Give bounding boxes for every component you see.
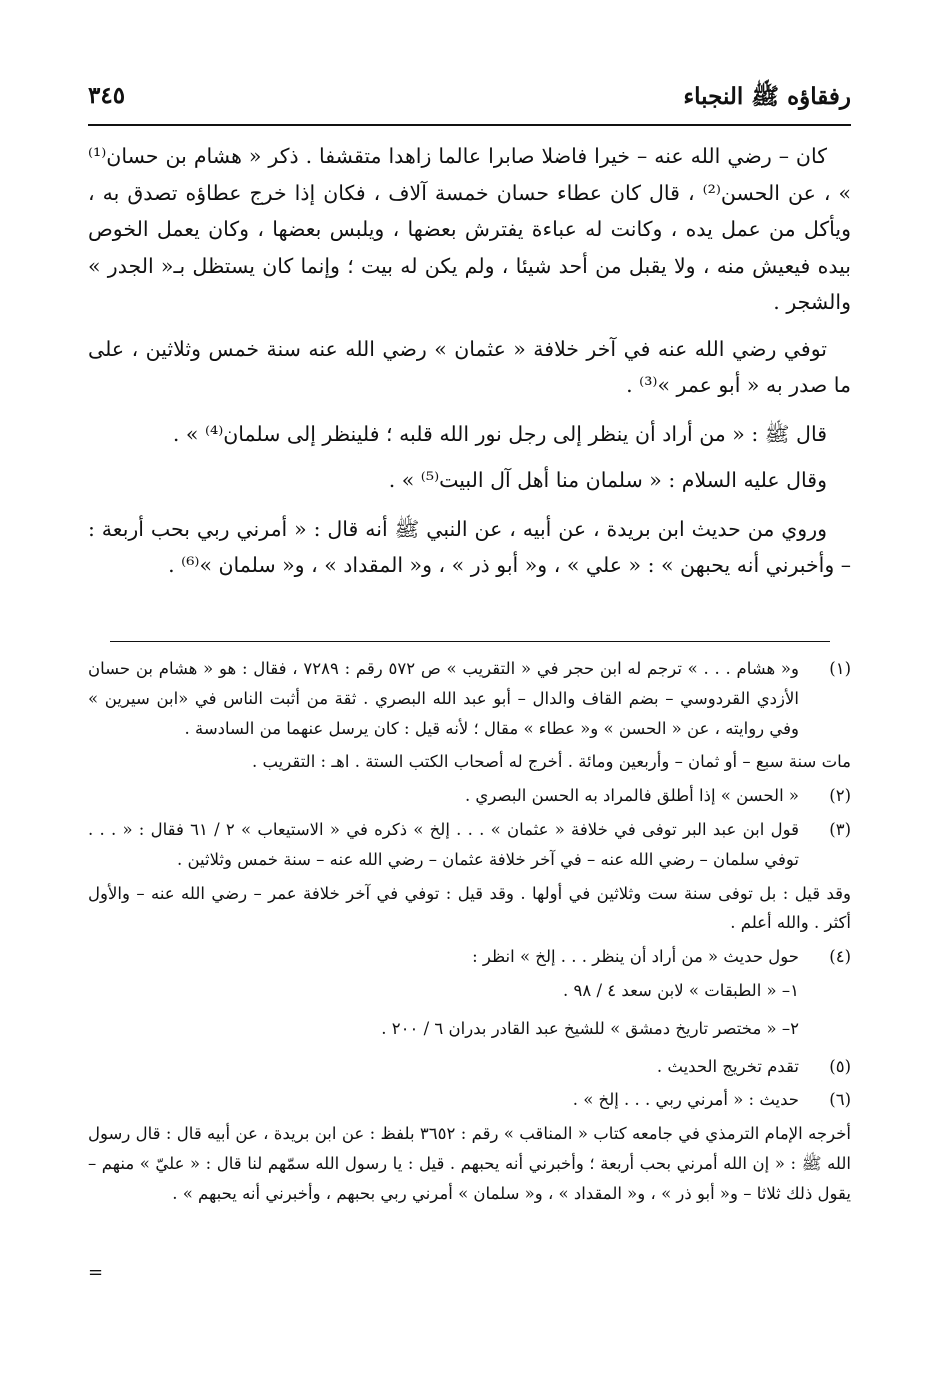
footnote-6 xyxy=(88,1085,851,1115)
footnote-number: (٥) xyxy=(829,1056,851,1076)
footnote-text: حول حديث « من أراد أن ينظر . . . إلخ » انظر : xyxy=(472,947,799,967)
footnote-number: (١) xyxy=(829,659,851,678)
paragraph-3: قال ﷺ : « من أراد أن ينظر إلى رجل نور الله قلبه ؛ فلينظر إلى سلمان⁽⁴⁾ » . xyxy=(172,421,827,446)
header-title: رفقاؤه ﷺ النجباء xyxy=(683,83,851,110)
footnote-4 xyxy=(88,942,851,972)
footnote-number: (٣) xyxy=(829,819,851,839)
paragraph-1: كان – رضي الله عنه – خيرا فاضلا صابرا عالما زاهدا متقشفا . ذكر « هشام بن حسان⁽¹⁾ » ، عن الحسن⁽²⁾ ، قال كان عطاء حسان خمسة آلاف ، فكان إذا خرج عطاؤه تصدق به ، ويأكل من عمل يده ، وكانت له عباءة يفترش بعضها ، ويلبس بعضها ، وكان يعمل الخوص بيده فيعيش منه ، ولا يقبل من أحد شيئا ، ولم يكن له بيت ؛ وإنما كان يستظل بـ« الجدر » والشجر . xyxy=(88,144,851,314)
footnote-6-continued: أخرجه الإمام الترمذي في جامعه كتاب « المناقب » رقم : ٣٦٥٢ بلفظ : عن ابن بريدة ، عن أبيه قال : قال رسول الله ﷺ : « إن الله أمرني بحب أربعة ؛ وأخبرني أنه يحبهم . قيل : يا رسول الله سمّهم لنا قال : « عليّ » منهم – يقول ذلك ثلاثا – و« أبو ذر » ، و« المقداد » ، و« سلمان » أمرني ربي بحبهم ، وأخبرني أنه يحبهم » . xyxy=(88,1124,852,1203)
footnote-4-item-2: ٢– « مختصر تاريخ دمشق » للشيخ عبد القادر بدران ٦ / ٢٠٠ . xyxy=(381,1018,799,1038)
running-header xyxy=(88,82,851,112)
footnote-text: قول ابن عبد البر توفى في خلافة « عثمان » . . . إلخ » ذكره في « الاستيعاب » ٢ / ٦١ فقال : « . . . توفي سلمان – رضي الله عنه – في آخر خلافة عثمان – رضي الله عنه – سنة خمس وثلاثين . xyxy=(88,819,799,869)
footnote-1 xyxy=(88,654,851,743)
footnote-number: (٤) xyxy=(829,947,851,967)
footnote-rule xyxy=(110,641,830,642)
footnote-3 xyxy=(88,815,851,875)
continuation-mark: = xyxy=(88,1262,104,1283)
footnote-1-continued: مات سنة سبع – أو ثمان – وأربعين ومائة . أخرج له أصحاب الكتب الستة . اهـ : التقريب . xyxy=(251,752,851,772)
page-number: ٣٤٥ xyxy=(88,82,126,109)
footnote-text: « الحسن » إذا أطلق فالمراد به الحسن البصري . xyxy=(464,786,799,806)
footnote-2 xyxy=(88,781,851,811)
header-rule xyxy=(88,124,851,126)
footnote-5 xyxy=(88,1052,851,1082)
footnote-text: و« هشام . . . » ترجم له ابن حجر في « التقريب » ص ٥٧٢ رقم : ٧٢٨٩ ، فقال : هو « هشام بن حسان الأزدي القردوسي – بضم القاف والدال – أبو عبد الله البصري . ثقة من أثبت الناس في «ابن سيرين » وفي روايته ، عن « الحسن » و« عطاء » مقال ؛ لأنه قيل : كان يرسل عنهما من السادسة . xyxy=(88,659,799,738)
footnote-4-item-1: ١– « الطبقات » لابن سعد ٤ / ٩٨ . xyxy=(563,980,799,1000)
footnotes xyxy=(88,654,851,1213)
footnote-text: حديث : « أمرني ربي . . . إلخ » . xyxy=(572,1090,799,1110)
paragraph-5: وروي من حديث ابن بريدة ، عن أبيه ، عن النبي ﷺ أنه قال : « أمرني ربي بحب أربعة : – وأخبرني أنه يحبهن » : « علي » ، و« أبو ذر » ، و« المقداد » ، و« سلمان »⁽⁶⁾ . xyxy=(88,516,851,577)
footnote-3-continued: وقد قيل : بل توفى سنة ست وثلاثين في أولها . وقد قيل : توفي في آخر خلافة عمر – رضي الله عنه – والأول أكثر . والله أعلم . xyxy=(88,883,851,933)
paragraph-2: توفي رضي الله عنه في آخر خلافة « عثمان » رضي الله عنه سنة خمس وثلاثين ، على ما صدر به « أبو عمر »⁽³⁾ . xyxy=(88,336,851,397)
footnote-number: (٢) xyxy=(829,786,851,806)
footnote-number: (٦) xyxy=(829,1090,851,1110)
main-text xyxy=(88,138,851,584)
paragraph-4: وقال عليه السلام : « سلمان منا أهل آل البيت⁽⁵⁾ » . xyxy=(388,468,827,492)
footnote-text: تقدم تخريج الحديث . xyxy=(656,1056,799,1076)
